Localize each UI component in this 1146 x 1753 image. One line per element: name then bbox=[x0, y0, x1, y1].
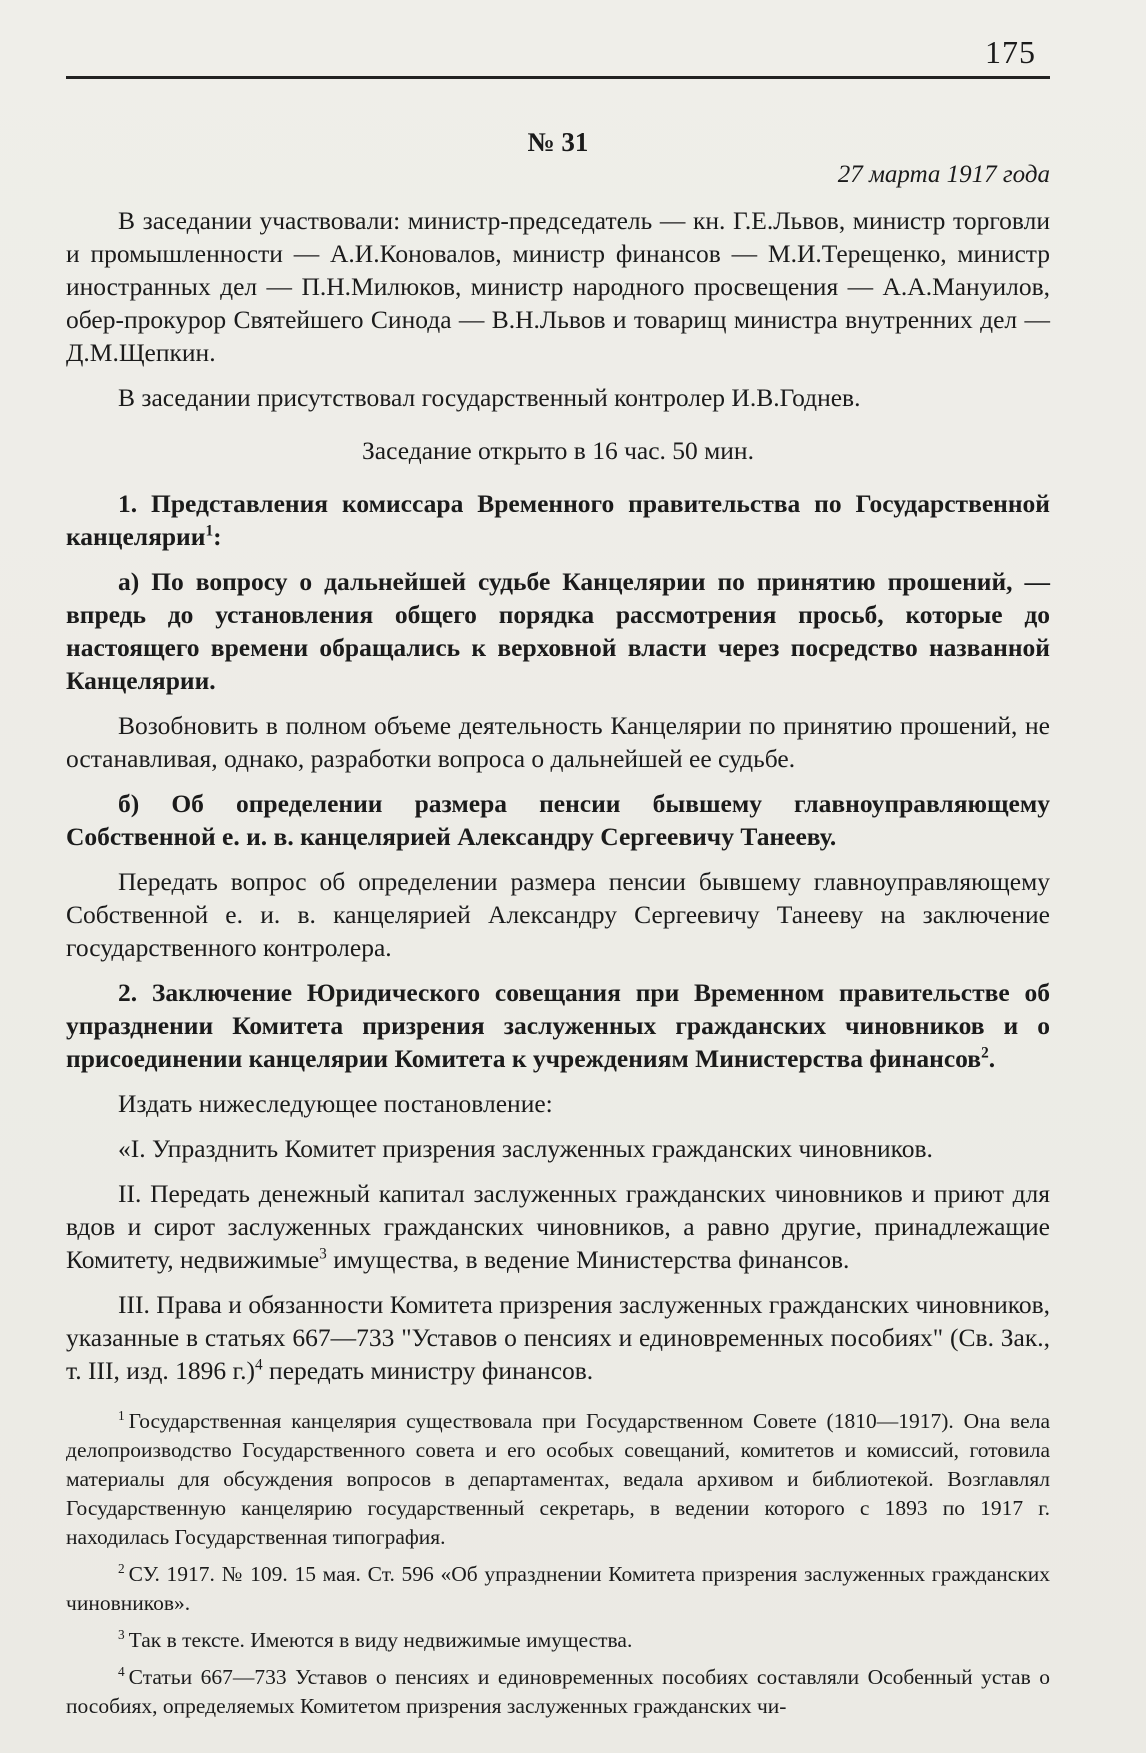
decree-point-2-text: II. Передать денежный капитал заслуженных гражданских чиновников и приют для вдов и сирот заслуженных гражданских чиновников, а равно другие, принадлежащие Комитету, недвижимые bbox=[66, 1179, 1050, 1274]
footnote-text: Государственная канцелярия существовала при Государственном Совете (1810—1917). Она вела делопроизводство Государственного совета и его особых совещаний, комитетов и комиссий, готовила материалы для обсуждения вопросов в департаментах, ведала архивом и библиотекой. Возглавлял Государственную канцелярию государственный секретарь, в ведении которого с 1893 по 1917 г. находилась Государственная типография. bbox=[66, 1409, 1050, 1549]
header-rule bbox=[66, 76, 1050, 79]
footnote-ref-4: 4 bbox=[255, 1356, 263, 1374]
item-a-heading: а) По вопросу о дальнейшей судьбе Канцелярии по принятию прошений, — впредь до установления общего порядка рассмотрения просьб, которые до настоящего времени обращались к верховной власти через посредство названной Канцелярии. bbox=[66, 567, 1050, 695]
document-date: 27 марта 1917 года bbox=[837, 161, 1050, 188]
decree-point-3-text: III. Права и обязанности Комитета призрения заслуженных гражданских чиновников, указанные в статьях 667—733 "Уставов о пенсиях и единовременных пособиях" (Св. Зак., т. III, изд. 1896 г.) bbox=[66, 1290, 1050, 1385]
footnote-text: Статьи 667—733 Уставов о пенсиях и единовременных пособиях составляли Особенный устав о пособиях, определяемых Комитетом призрения заслуженных гражданских чи- bbox=[66, 1665, 1050, 1718]
footnote bbox=[66, 1626, 1050, 1655]
decree-point-3 bbox=[66, 1288, 1050, 1387]
present-paragraph: В заседании присутствовал государственный контролер И.В.Годнев. bbox=[118, 383, 861, 412]
section-1-heading bbox=[66, 487, 1050, 553]
participants-paragraph: В заседании участвовали: министр-председатель — кн. Г.Е.Львов, министр торговли и промышленности — А.И.Коновалов, министр финансов — М.И.Терещенко, министр иностранных дел — П.Н.Милюков, министр народного просвещения — А.А.Мануилов, обер-прокурор Святейшего Синода — В.Н.Львов и товарищ министра внутренних дел — Д.М.Щепкин. bbox=[66, 206, 1050, 367]
footnote-mark: 2 bbox=[118, 1560, 125, 1576]
footnote-mark: 1 bbox=[118, 1407, 125, 1423]
footnote-ref-2: 2 bbox=[981, 1044, 989, 1062]
footnotes bbox=[66, 1407, 1050, 1721]
footnote-mark: 4 bbox=[118, 1663, 125, 1679]
footnote-text: Так в тексте. Имеются в виду недвижимые имущества. bbox=[128, 1628, 633, 1652]
section-2-heading-end: . bbox=[988, 1044, 996, 1073]
footnote-mark: 3 bbox=[118, 1626, 125, 1642]
page-header bbox=[66, 30, 1050, 78]
section-2-intro: Издать нижеследующее постановление: bbox=[118, 1089, 553, 1118]
item-a-text: Возобновить в полном объеме деятельность Канцелярии по принятию прошений, не останавливая, однако, разработки вопроса о дальнейшей ее судьбе. bbox=[66, 711, 1050, 773]
footnote bbox=[66, 1663, 1050, 1721]
decree-point-2 bbox=[66, 1177, 1050, 1276]
item-b-heading: б) Об определении размера пенсии бывшему главноуправляющему Собственной е. и. в. канцелярией Александру Сергеевичу Танееву. bbox=[66, 789, 1050, 851]
footnote-ref-3: 3 bbox=[319, 1245, 327, 1263]
section-2-heading-text: 2. Заключение Юридического совещания при Временном правительстве об упразднении Комитета призрения заслуженных гражданских чиновников и о присоединении канцелярии Комитета к учреждениям Министерства финансов bbox=[66, 978, 1050, 1073]
item-b-text: Передать вопрос об определении размера пенсии бывшему главноуправляющему Собственной е. и. в. канцелярией Александру Сергеевичу Танееву на заключение государственного контролера. bbox=[66, 867, 1050, 962]
decree-point-3-end: передать министру финансов. bbox=[262, 1356, 594, 1385]
footnote-ref-1: 1 bbox=[205, 522, 214, 540]
section-2-heading bbox=[66, 976, 1050, 1075]
decree-point-2-end: имущества, в ведение Министерства финансов. bbox=[326, 1245, 850, 1274]
section-1-heading-text: 1. Представления комиссара Временного правительства по Государственной канцелярии bbox=[66, 489, 1050, 551]
footnote-text: СУ. 1917. № 109. 15 мая. Ст. 596 «Об упразднении Комитета призрения заслуженных гражданских чиновников». bbox=[66, 1562, 1050, 1615]
document-number: № 31 bbox=[527, 127, 589, 157]
document-body bbox=[66, 204, 1050, 1387]
session-opened: Заседание открыто в 16 час. 50 мин. bbox=[362, 436, 754, 465]
footnote bbox=[66, 1407, 1050, 1552]
page-number: 175 bbox=[985, 34, 1036, 70]
section-1-heading-end: : bbox=[213, 522, 222, 551]
footnote bbox=[66, 1560, 1050, 1618]
decree-point-1: «I. Упразднить Комитет призрения заслуженных гражданских чиновников. bbox=[118, 1134, 933, 1163]
